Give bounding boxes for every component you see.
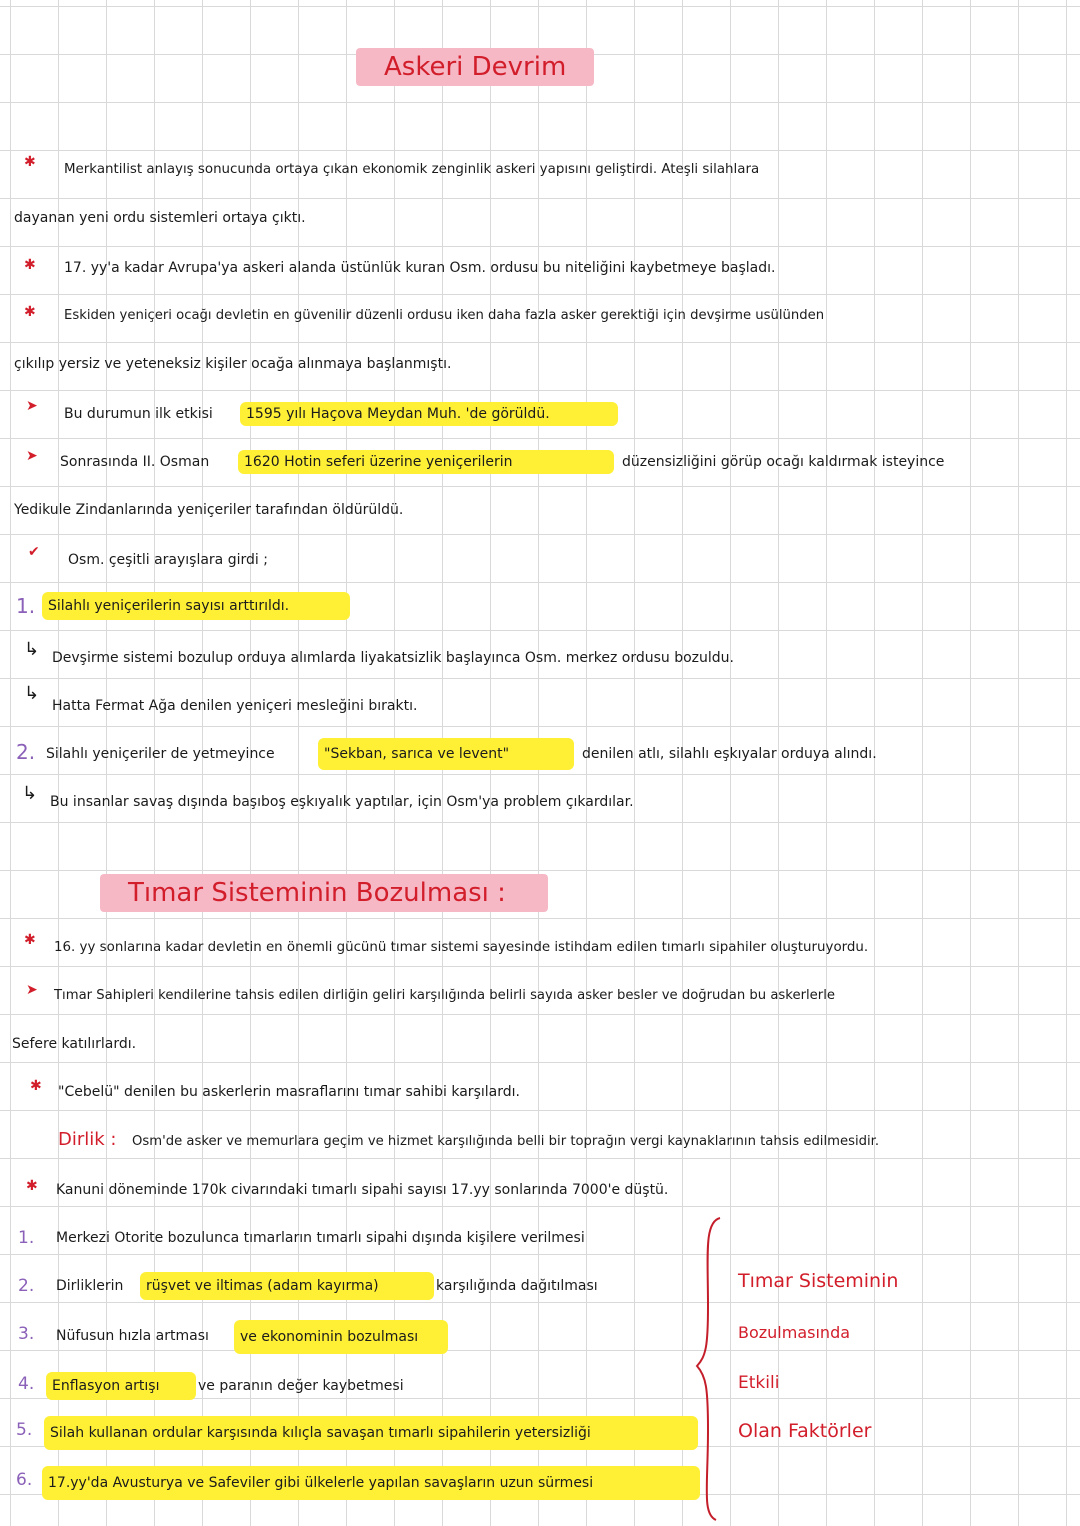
- text-line: Bu durumun ilk etkisi: [64, 406, 213, 422]
- text-line: Hatta Fermat Ağa denilen yeniçeri mesleğini bıraktı.: [52, 698, 418, 714]
- list-number: 2.: [16, 740, 36, 764]
- section-title-askeri-devrim: Askeri Devrim: [356, 48, 594, 86]
- sub-arrow-icon: ↳: [24, 683, 40, 704]
- text-line: Eskiden yeniçeri ocağı devletin en güvenilir düzenli ordusu iken daha fazla asker gerektiği için devşirme usülünden: [64, 308, 825, 323]
- factor-number: 6.: [16, 1470, 33, 1490]
- text-line: Devşirme sistemi bozulup orduya alımlarda liyakatsizlik başlayınca Osm. merkez ordusu bozuldu.: [52, 650, 734, 666]
- text-line: Kanuni döneminde 170k civarındaki tımarlı sipahi sayısı 17.yy sonlarında 7000'e düştü.: [56, 1182, 669, 1198]
- dirlik-term: Dirlik :: [58, 1129, 117, 1150]
- text-line: Osm'de asker ve memurlara geçim ve hizmet karşılığında belli bir toprağın vergi kaynaklarının tahsis edilmesidir.: [132, 1134, 880, 1149]
- factors-label: Tımar Sisteminin: [738, 1270, 899, 1292]
- factor-number: 5.: [16, 1420, 33, 1440]
- factor-text: Dirliklerin: [56, 1278, 124, 1294]
- curly-brace-icon: [694, 1216, 724, 1522]
- text-line: Tımar Sahipleri kendilerine tahsis edilen dirliğin geliri karşılığında belirli sayıda asker besler ve doğrudan bu askerlerle: [54, 988, 835, 1003]
- bullet-arrow-icon: ➤: [26, 982, 38, 998]
- bullet-arrow-icon: ➤: [26, 448, 38, 464]
- highlight-silah: Silah kullanan ordular karşısında kılıçla savaşan tımarlı sipahilerin yetersizliği: [44, 1416, 698, 1450]
- text-line: düzensizliğini görüp ocağı kaldırmak isteyince: [622, 454, 945, 470]
- text-line: Silahlı yeniçeriler de yetmeyince: [46, 746, 275, 762]
- text-line: Osm. çeşitli arayışlara girdi ;: [68, 552, 268, 568]
- text-line: Bu insanlar savaş dışında başıboş eşkıyalık yaptılar, için Osm'ya problem çıkardılar.: [50, 794, 634, 810]
- highlight-avusturya: 17.yy'da Avusturya ve Safeviler gibi ülkelerle yapılan savaşların uzun sürmesi: [42, 1466, 700, 1500]
- factor-number: 4.: [18, 1374, 35, 1394]
- text-line: Sonrasında II. Osman: [60, 454, 210, 470]
- highlight-silahli-yeniceriler: Silahlı yeniçerilerin sayısı arttırıldı.: [42, 592, 350, 620]
- factor-text: ve paranın değer kaybetmesi: [198, 1378, 404, 1394]
- text-line: "Cebelü" denilen bu askerlerin masraflarını tımar sahibi karşılardı.: [58, 1084, 520, 1100]
- bullet-star-icon: ✱: [24, 304, 36, 320]
- sub-arrow-icon: ↳: [24, 639, 40, 660]
- sub-arrow-icon: ↳: [22, 783, 38, 804]
- factor-text: Nüfusun hızla artması: [56, 1328, 209, 1344]
- text-line: Sefere katılırlardı.: [12, 1036, 137, 1052]
- highlight-rusvet: rüşvet ve iltimas (adam kayırma): [140, 1272, 434, 1300]
- factors-label: Etkili: [738, 1373, 780, 1393]
- factor-number: 2.: [18, 1276, 35, 1296]
- bullet-star-icon: ✱: [24, 154, 36, 170]
- factors-label: Bozulmasında: [738, 1323, 851, 1342]
- highlight-hacova: 1595 yılı Haçova Meydan Muh. 'de görüldü.: [240, 402, 618, 426]
- text-line: çıkılıp yersiz ve yeteneksiz kişiler ocağa alınmaya başlanmıştı.: [14, 356, 452, 372]
- text-line: 16. yy sonlarına kadar devletin en önemli gücünü tımar sistemi sayesinde istihdam edilen tımarlı sipahiler oluşturuyordu.: [54, 940, 869, 955]
- highlight-sekban: "Sekban, sarıca ve levent": [318, 738, 574, 770]
- highlight-hotin: 1620 Hotin seferi üzerine yeniçerilerin: [238, 450, 614, 474]
- factor-text: karşılığında dağıtılması: [436, 1278, 598, 1294]
- bullet-star-icon: ✱: [26, 1178, 38, 1194]
- text-line: Merkantilist anlayış sonucunda ortaya çıkan ekonomik zenginlik askeri yapısını geliştirdi. Ateşli silahlara: [64, 162, 760, 177]
- bullet-star-icon: ✱: [24, 257, 36, 273]
- text-line: denilen atlı, silahlı eşkıyalar orduya alındı.: [582, 746, 877, 762]
- text-line: dayanan yeni ordu sistemleri ortaya çıktı.: [14, 210, 306, 226]
- bullet-check-icon: ✔: [28, 544, 40, 560]
- factor-number: 1.: [18, 1228, 35, 1248]
- factors-label: Olan Faktörler: [738, 1420, 872, 1442]
- bullet-star-icon: ✱: [30, 1078, 42, 1094]
- bullet-star-icon: ✱: [24, 932, 36, 948]
- factor-text: Merkezi Otorite bozulunca tımarların tımarlı sipahi dışında kişilere verilmesi: [56, 1230, 585, 1246]
- bullet-arrow-icon: ➤: [26, 398, 38, 414]
- factor-number: 3.: [18, 1324, 35, 1344]
- section-title-timar: Tımar Sisteminin Bozulması :: [100, 874, 548, 912]
- highlight-enflasyon: Enflasyon artışı: [46, 1372, 196, 1400]
- highlight-ekonomi: ve ekonominin bozulması: [234, 1320, 448, 1354]
- text-line: 17. yy'a kadar Avrupa'ya askeri alanda üstünlük kuran Osm. ordusu bu niteliğini kaybetmeye başladı.: [64, 260, 776, 276]
- text-line: Yedikule Zindanlarında yeniçeriler tarafından öldürüldü.: [14, 502, 404, 518]
- list-number: 1.: [16, 594, 36, 618]
